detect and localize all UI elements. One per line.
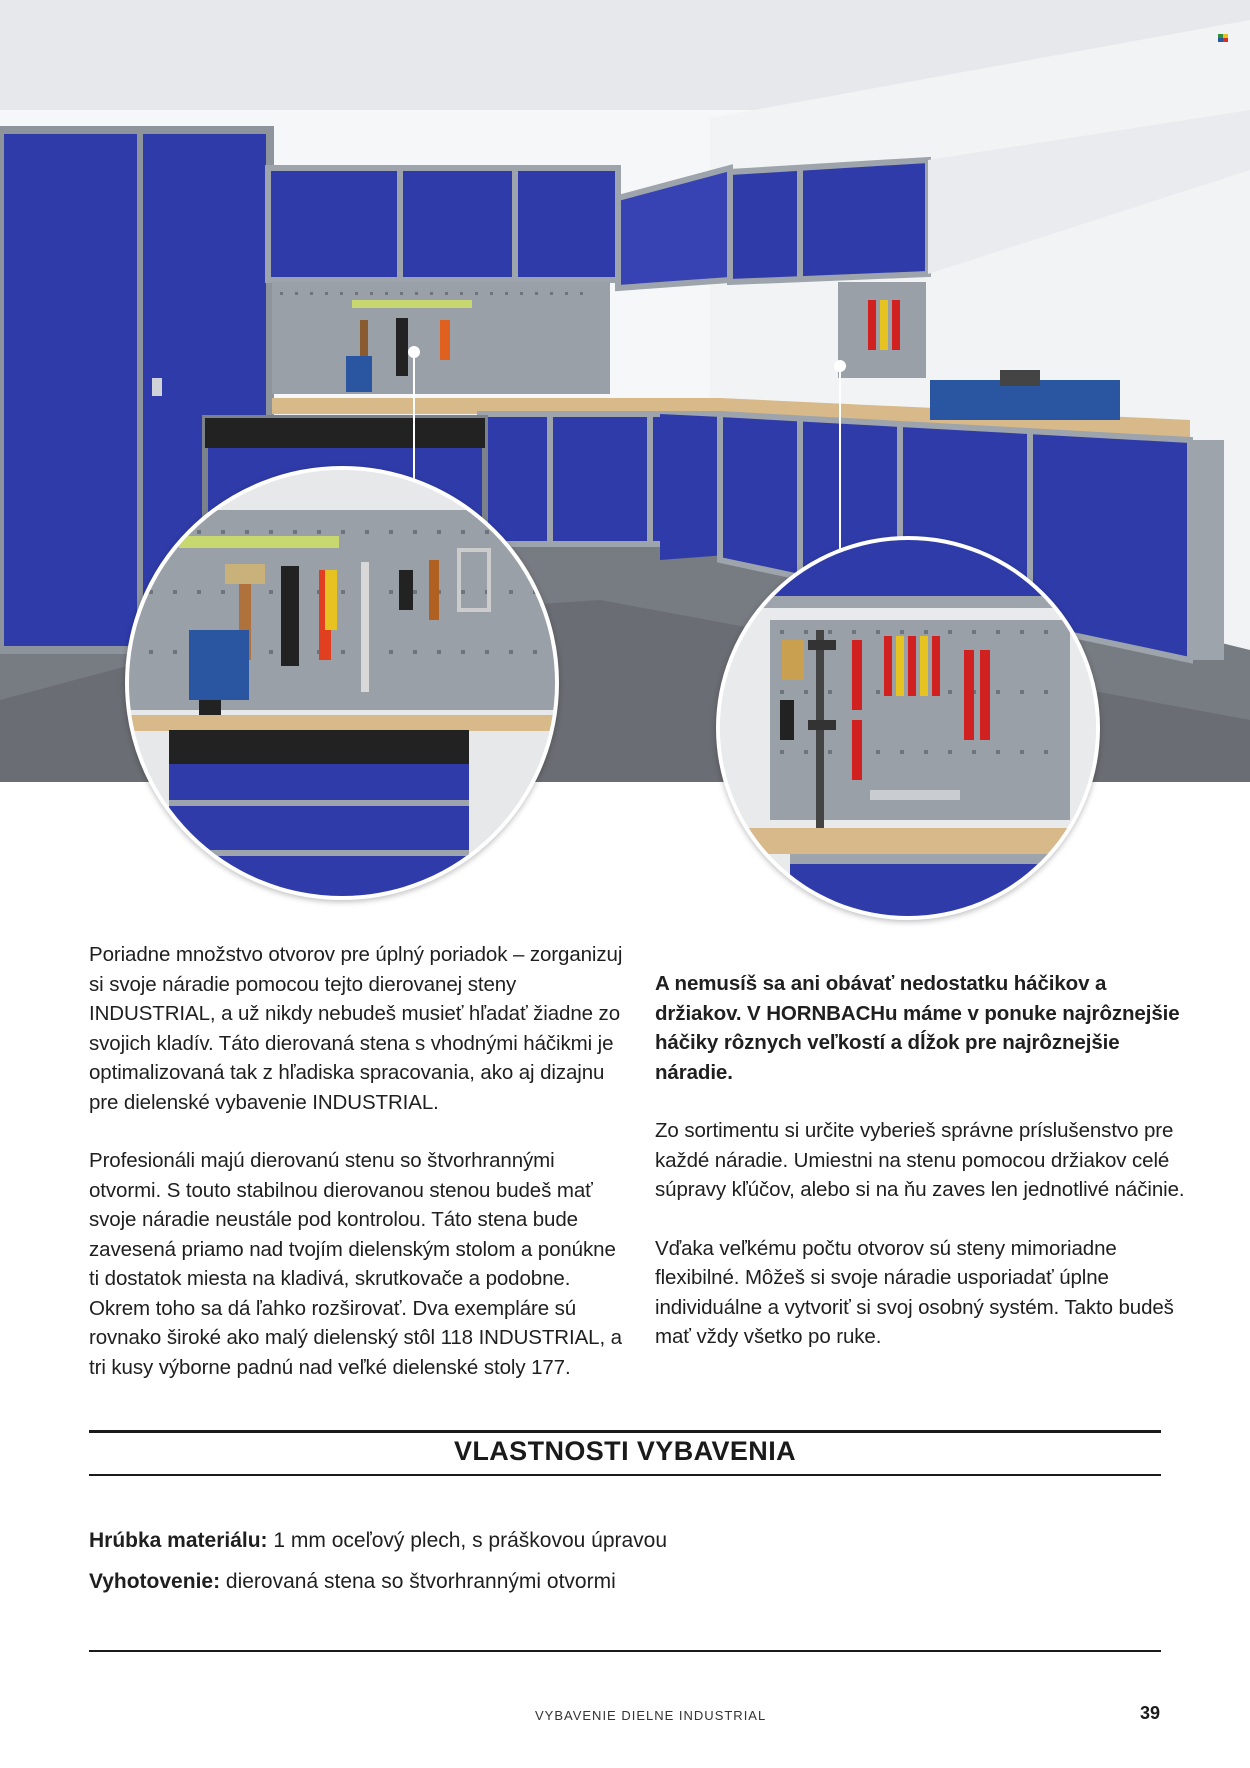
divider-bottom: [89, 1650, 1161, 1652]
property-value: 1 mm oceľový plech, s práškovou úpravou: [267, 1529, 668, 1552]
pegboard-tools-illustration: [129, 470, 559, 900]
left-paragraph-2: Profesionáli majú dierovanú stenu so štvorhrannými otvormi. S touto stabilnou dierovanou stenou budeš mať svoje náradie neustále pod kontrolou. Táto stena bude zavesená priamo nad tvojím dielenským stolom a ponúkne ti dostatok miesta na kladivá, skrutkovače a podobne. Okrem toho sa dá ľahko rozširovať. Dva exempláre sú rovnako široké ako malý dielenský stôl 118 INDUSTRIAL, a tri kusy výborne padnú nad veľké dielenské stoly 177.: [89, 1149, 622, 1379]
property-value: dierovaná stena so štvorhrannými otvormi: [220, 1570, 616, 1593]
property-label: Vyhotovenie:: [89, 1570, 221, 1593]
pegboard-zoom-right: [716, 536, 1100, 920]
pegboard-zoom-left: [125, 466, 559, 900]
property-label: Hrúbka materiálu:: [89, 1529, 268, 1552]
right-paragraph-3: Vďaka veľkému počtu otvorov sú steny mimoriadne flexibilné. Môžeš si svoje náradie usporiadať úplne individuálne a vytvoriť si svoj osobný systém. Takto budeš mať vždy všetko po ruke.: [655, 1236, 1174, 1348]
page-number: 39: [1140, 1703, 1161, 1723]
right-paragraph-1: A nemusíš sa ani obávať nedostatku háčikov a držiakov. V HORNBACHu máme v ponuke najrôznejšie háčiky rôznych veľkostí a dĺžok pre najrôznejšie náradie.: [655, 972, 1180, 1084]
properties-title: VLASTNOSTI VYBAVENIA: [453, 1436, 797, 1466]
property-row: [89, 1529, 667, 1553]
divider-mid: [89, 1474, 1161, 1476]
pegboard-pliers-illustration: [720, 540, 1100, 920]
divider-top: [89, 1430, 1161, 1433]
left-paragraph-1: Poriadne množstvo otvorov pre úplný poriadok – zorganizuj si svoje náradie pomocou tejto dierovanej steny INDUSTRIAL, a už nikdy nebudeš musieť hľadať žiadne zo svojich kladív. Táto dierovaná stena s vhodnými háčikmi je optimalizovaná tak z hľadiska spracovania, ako aj dizajnu pre dielenské vybavenie INDUSTRIAL.: [89, 943, 623, 1114]
right-paragraph-2: Zo sortimentu si určite vyberieš správne príslušenstvo pre každé náradie. Umiestni na stenu pomocou držiakov celé súpravy kľúčov, alebo si na ňu zaves len jednotlivé náčinie.: [655, 1119, 1185, 1201]
left-text-column: [89, 940, 629, 1411]
right-text-column: [655, 969, 1185, 1381]
footer-section-label: VYBAVENIE DIELNE INDUSTRIAL: [535, 1708, 767, 1723]
property-row: [89, 1570, 616, 1594]
